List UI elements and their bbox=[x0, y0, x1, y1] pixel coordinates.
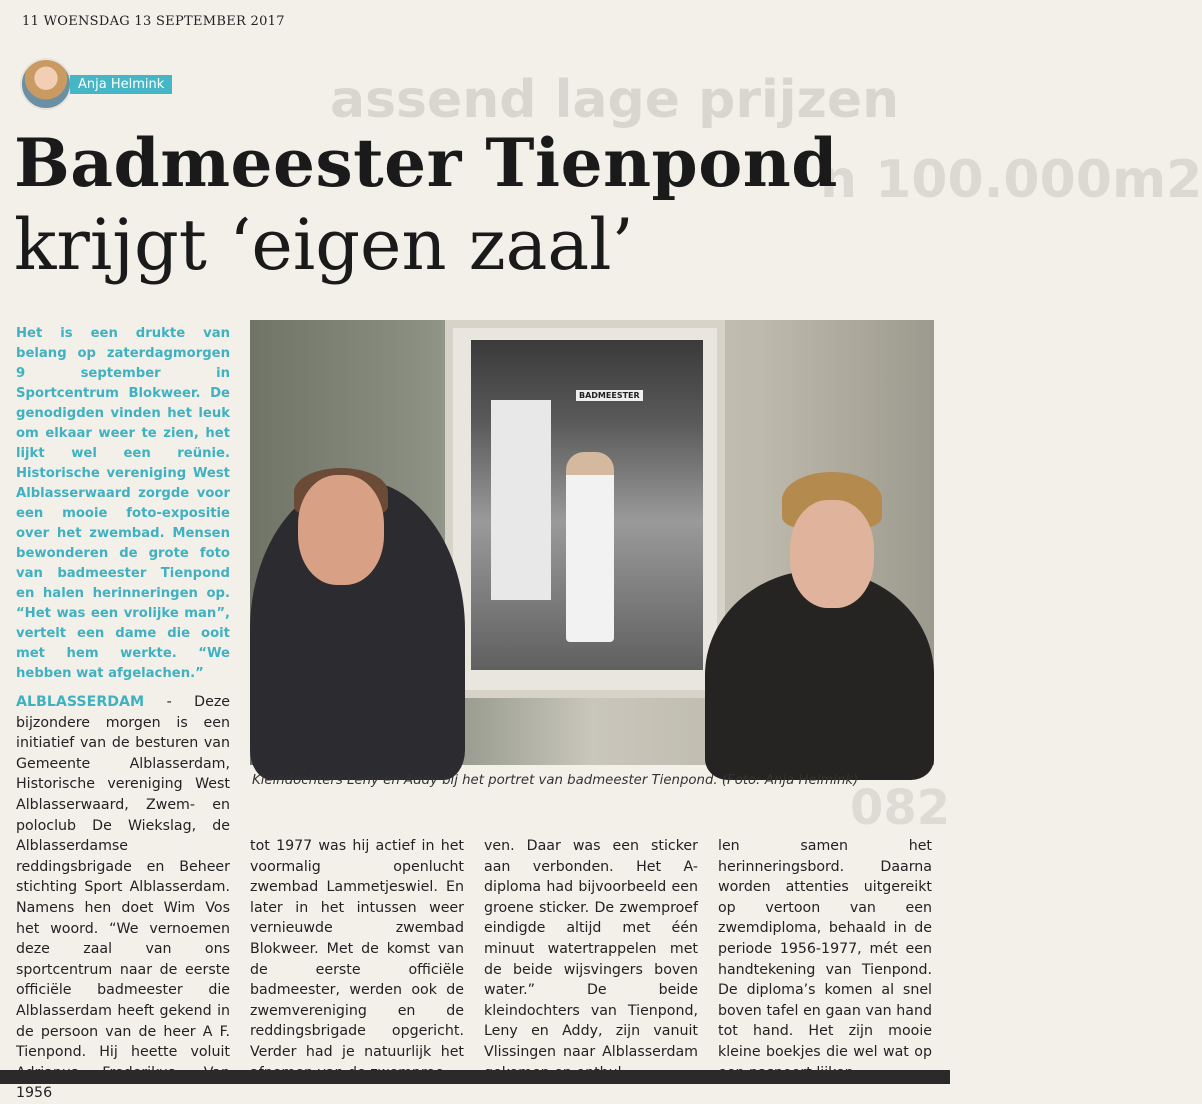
showthrough-text-2: n 100.000m2 bbox=[820, 150, 1202, 210]
body-column-2: tot 1977 was hij actief in het voormalig openlucht zwembad Lammetjeswiel. En later in het intussen weer vernieuwde zwembad Blokweer. Met de komst van de eerste officiële badmeester, werden ook de zwemvereniging en de reddingsbrigade opgericht. Verder had je natuurlijk het bbox=[250, 838, 464, 1060]
addy-face bbox=[790, 500, 874, 608]
portrait-frame bbox=[445, 320, 725, 698]
showthrough-text-1: assend lage prijzen bbox=[330, 70, 900, 130]
page-edge bbox=[0, 1070, 950, 1084]
leny-face bbox=[298, 475, 384, 585]
author-avatar bbox=[20, 58, 72, 110]
body-column-1 bbox=[16, 692, 230, 1104]
headline-line-2: krijgt ‘eigen zaal’ bbox=[14, 204, 634, 286]
photo-caption: Kleindochters Leny en Addy bij het portret van badmeester Tienpond. (Foto: Anja Helmink) bbox=[252, 773, 859, 788]
badmeester-sign: BADMEESTER bbox=[576, 390, 643, 401]
byline bbox=[20, 58, 172, 110]
headline-line-1: Badmeester Tienpond bbox=[14, 124, 838, 202]
intro-paragraph: Het is een drukte van belang op zaterdagmorgen 9 september in Sportcentrum Blokweer. De genodigden vinden het leuk om elkaar weer te zien, het lijkt wel een reünie. Historische vereniging West Alblasserwaard zorgde voor een mooie foto-expositie over het zwembad. Mensen bewonderen de grote foto van badmeester Tienpond en halen herinneringen op. “Het was een vrolijke man”, vertelt een dame die ooit met hem werkte. “We hebben wat afgelachen.” bbox=[16, 326, 230, 681]
author-name: Anja Helmink bbox=[70, 75, 172, 94]
placename: ALBLASSERDAM bbox=[16, 694, 145, 710]
portrait-image bbox=[471, 340, 703, 670]
body-column-4: len samen het herinneringsbord. Daarna worden attenties uitgereikt op vertoon van een zwemdiploma, behaald in de periode 1956-1977, mét een handtekening van Tienpond. De diploma’s komen al snel boven tafel en gaan van hand tot hand. Het zijn mooie kleine boekjes die wel wat op bbox=[718, 838, 932, 1060]
dateline: 11 WOENSDAG 13 SEPTEMBER 2017 bbox=[22, 14, 285, 29]
article-photo bbox=[250, 320, 934, 765]
cabin-door bbox=[491, 400, 551, 600]
body-column-3: ven. Daar was een sticker aan verbonden. Het A-diploma had bijvoorbeeld een groene sticker. De zwemproef eindigde altijd met één minuut watertrappelen met de beide wijsvingers boven water.” De beide kleindochters van Tienpond, Leny en Addy, zijn vanuit Vlissingen naar Alblasserdam bbox=[484, 838, 698, 1060]
showthrough-number: 082 bbox=[850, 780, 951, 836]
body-column-1-text: - Deze bijzondere morgen is een initiatief van de besturen van Gemeente Alblasserdam, Historische vereniging West Alblasserwaard, Zwem- en poloclub De Wiekslag, de Alblasserdamse reddingsbrigade en Beheer stichting Sport Alblasserdam. Namens hen doet Wim Vos het woord. “We vernoemen deze zaal van ons sportcentrum naar de eerste officiële badmeester die Alblasserdam heeft gekend in de persoon van de heer A F. Tienpond. Hij heette voluit 1956 bbox=[16, 694, 230, 1102]
lifeguard-figure bbox=[566, 452, 614, 642]
